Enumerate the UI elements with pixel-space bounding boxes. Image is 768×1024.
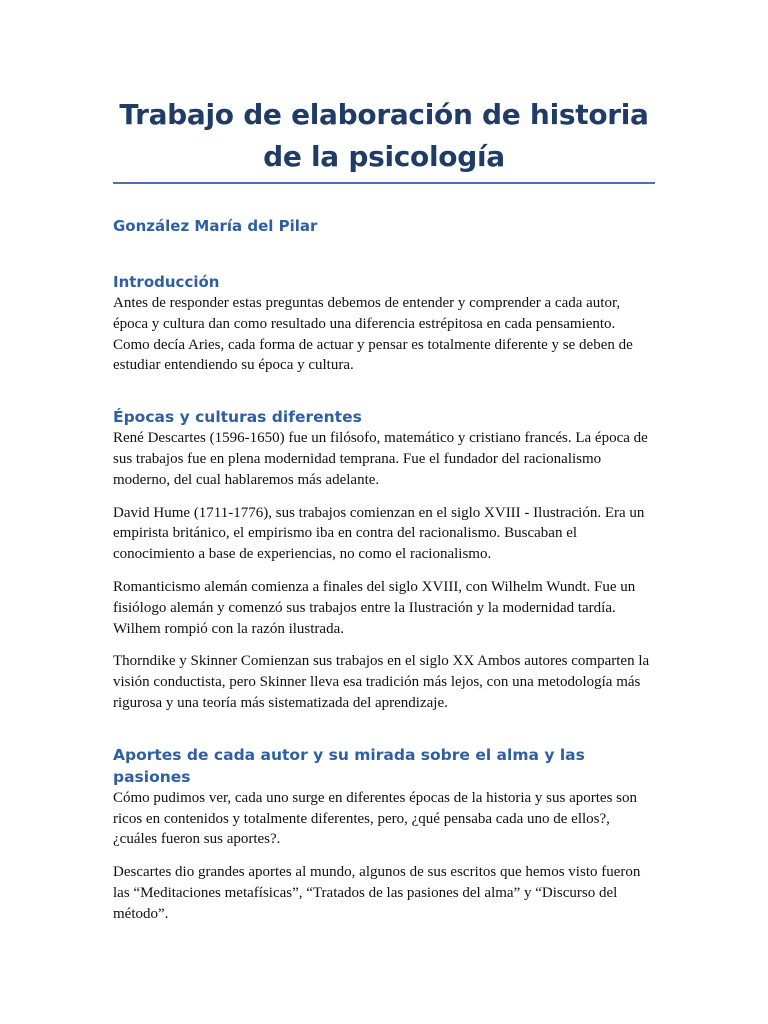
- section-heading-aportes: Aportes de cada autor y su mirada sobre el alma y las pasiones: [113, 745, 585, 786]
- paragraph: Romanticismo alemán comienza a finales del siglo XVIII, con Wilhelm Wundt. Fue un fisiólogo alemán y comenzó sus trabajos entre la Ilustración y la modernidad tardía. Wilhem rompió con la razón ilustrada.: [113, 578, 636, 637]
- paragraph: Antes de responder estas preguntas debemos de entender y comprender a cada autor, época y cultura dan como resultado una diferencia estrépitosa en cada pensamiento. Como decía Aries, cada forma de actuar y pensar es totalmente diferente y se deben de estudiar entendiendo su época y cultura.: [113, 295, 633, 374]
- author-name: González María del Pilar: [113, 217, 318, 235]
- paragraph: Cómo pudimos ver, cada uno surge en diferentes épocas de la historia y sus aportes son ricos en contenidos y totalmente diferentes, pero, ¿qué pensaba cada uno de ellos?, ¿cuáles fueron sus aportes?.: [113, 789, 637, 848]
- section-heading-epocas: Épocas y culturas diferentes: [113, 408, 362, 427]
- paragraph: René Descartes (1596-1650) fue un filósofo, matemático y cristiano francés. La época de sus trabajos fue en plena modernidad temprana. Fue el fundador del racionalismo moderno, del cual hablaremos más adelante.: [113, 430, 648, 488]
- paragraph: David Hume (1711-1776), sus trabajos comienzan en el siglo XVIII - Ilustración. Era un empirista británico, el empirismo iba en contra del racionalismo. Buscaban el conocimiento a base de experiencias, no como el racionalismo.: [113, 504, 645, 563]
- paragraph: Descartes dio grandes aportes al mundo, algunos de sus escritos que hemos visto fueron las “Meditaciones metafísicas”, “Tratados de las pasiones del alma” y “Discurso del método”.: [113, 864, 641, 922]
- document-title: Trabajo de elaboración de historia de la psicología: [113, 0, 655, 184]
- section-heading-introduccion: Introducción: [113, 273, 220, 291]
- paragraph: Thorndike y Skinner Comienzan sus trabajos en el siglo XX Ambos autores comparten la visión conductista, pero Skinner lleva esa tradición más lejos, con una metodología más rigurosa y una teoría más sistematizada del aprendizaje.: [113, 653, 650, 711]
